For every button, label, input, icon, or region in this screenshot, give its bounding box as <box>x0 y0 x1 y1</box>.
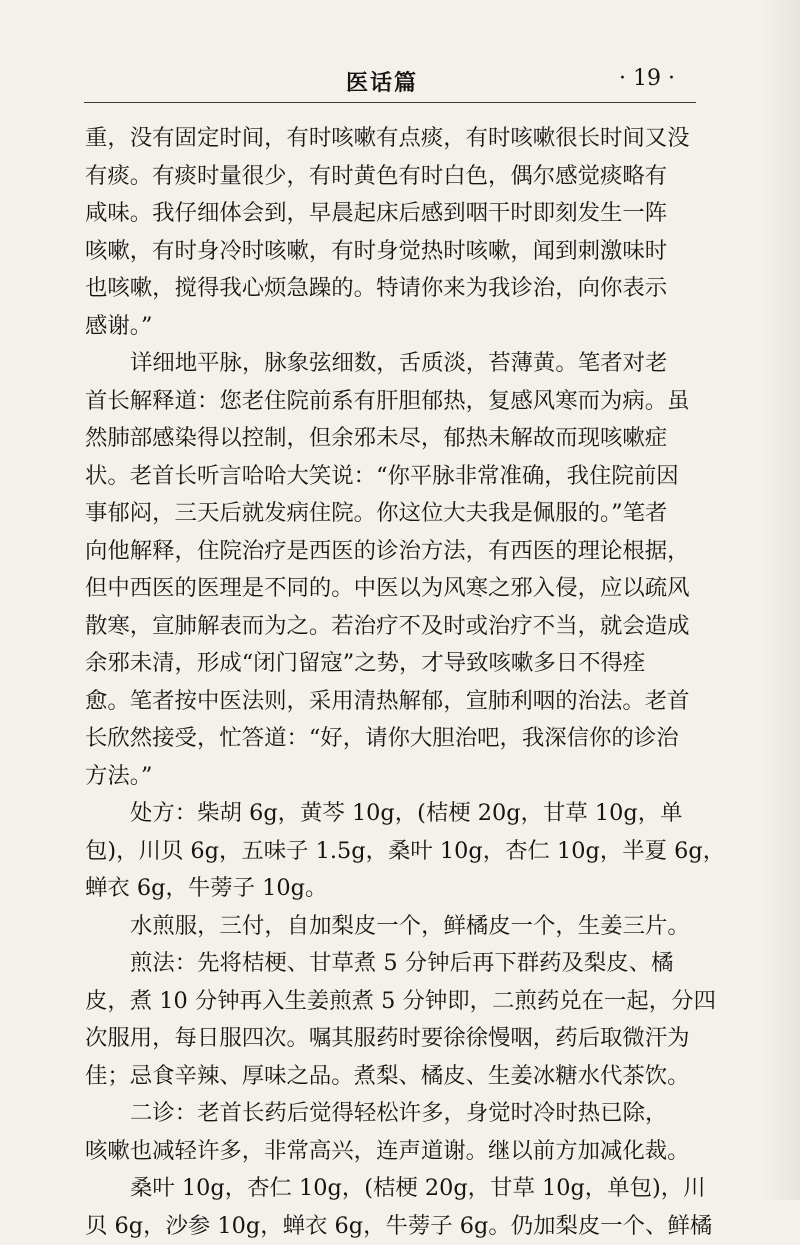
text-line: 皮，煮 10 分钟再入生姜煎煮 5 分钟即，二煎药兑在一起，分四 <box>85 983 697 1021</box>
text-line: 方法。” <box>85 758 697 796</box>
text-line: 次服用，每日服四次。嘱其服药时要徐徐慢咽，药后取微汗为 <box>85 1020 697 1058</box>
text-line: 但中西医的医理是不同的。中医以为风寒之邪入侵，应以疏风 <box>85 570 697 608</box>
text-line: 水煎服，三付，自加梨皮一个，鲜橘皮一个，生姜三片。 <box>85 908 697 946</box>
text-line: 余邪未清，形成“闭门留寇”之势，才导致咳嗽多日不得痊 <box>85 645 697 683</box>
text-line: 贝 6g，沙参 10g，蝉衣 6g，牛蒡子 6g。仍加梨皮一个、鲜橘 <box>85 1208 697 1245</box>
text-line: 愈。笔者按中医法则，采用清热解郁，宣肺利咽的治法。老首 <box>85 683 697 721</box>
text-line: 长欣然接受，忙答道：“好，请你大胆治吧，我深信你的诊治 <box>85 720 697 758</box>
text-line: 首长解释道：您老住院前系有肝胆郁热，复感风寒而为病。虽 <box>85 383 697 421</box>
text-line: 有痰。有痰时量很少，有时黄色有时白色，偶尔感觉痰略有 <box>85 158 697 196</box>
page-edge-shadow <box>760 0 800 1200</box>
text-line: 处方：柴胡 6g，黄芩 10g，(桔梗 20g，甘草 10g，单 <box>85 795 697 833</box>
text-line: 也咳嗽，搅得我心烦急躁的。特请你来为我诊治，向你表示 <box>85 270 697 308</box>
text-line: 蝉衣 6g，牛蒡子 10g。 <box>85 870 697 908</box>
text-line: 向他解释，住院治疗是西医的诊治方法，有西医的理论根据， <box>85 533 697 571</box>
header-title: 医话篇 <box>346 66 418 97</box>
text-line: 咸味。我仔细体会到，早晨起床后感到咽干时即刻发生一阵 <box>85 195 697 233</box>
text-line: 详细地平脉，脉象弦细数，舌质淡，苔薄黄。笔者对老 <box>85 345 697 383</box>
header-rule <box>84 102 696 103</box>
page-number: · 19 · <box>619 66 675 91</box>
text-line: 散寒，宣肺解表而为之。若治疗不及时或治疗不当，就会造成 <box>85 608 697 646</box>
text-line: 咳嗽也减轻许多，非常高兴，连声道谢。继以前方加减化裁。 <box>85 1133 697 1171</box>
text-line: 佳；忌食辛辣、厚味之品。煮梨、橘皮、生姜冰糖水代茶饮。 <box>85 1058 697 1096</box>
running-header <box>0 66 800 102</box>
text-line: 然肺部感染得以控制，但余邪未尽，郁热未解故而现咳嗽症 <box>85 420 697 458</box>
text-line: 咳嗽，有时身冷时咳嗽，有时身觉热时咳嗽，闻到刺激味时 <box>85 233 697 271</box>
text-line: 煎法：先将桔梗、甘草煮 5 分钟后再下群药及梨皮、橘 <box>85 945 697 983</box>
body-text <box>85 120 697 1245</box>
text-line: 感谢。” <box>85 308 697 346</box>
text-line: 包)，川贝 6g，五味子 1.5g，桑叶 10g，杏仁 10g，半夏 6g， <box>85 833 697 871</box>
text-line: 桑叶 10g，杏仁 10g，(桔梗 20g，甘草 10g，单包)，川 <box>85 1170 697 1208</box>
text-line: 二诊：老首长药后觉得轻松许多，身觉时冷时热已除， <box>85 1095 697 1133</box>
text-line: 状。老首长听言哈哈大笑说：“你平脉非常准确，我住院前因 <box>85 458 697 496</box>
text-line: 重，没有固定时间，有时咳嗽有点痰，有时咳嗽很长时间又没 <box>85 120 697 158</box>
text-line: 事郁闷，三天后就发病住院。你这位大夫我是佩服的。”笔者 <box>85 495 697 533</box>
